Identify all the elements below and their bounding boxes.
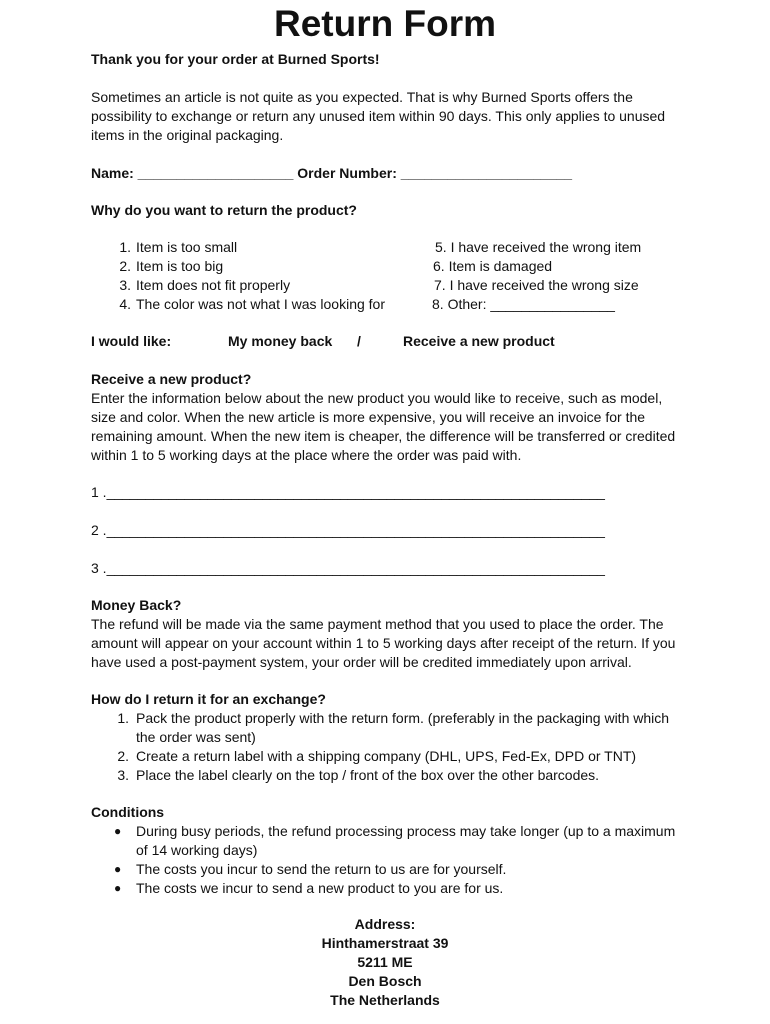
why-heading: Why do you want to return the product? [91,202,357,218]
address-postcode: 5211 ME [357,954,413,970]
condition-item: The costs we incur to send a new product to you are for us. [136,880,504,896]
reason-item: 5. I have received the wrong item [435,239,642,255]
exchange-step: Create a return label with a shipping company (DHL, UPS, Fed-Ex, DPD or TNT) [136,748,637,764]
name-order-line: Name: ____________________ Order Number: ______________________ [91,165,573,181]
bullet-icon: ● [114,862,122,876]
condition-item: The costs you incur to send the return to us are for yourself. [136,861,507,877]
fill-line: 1 .________________________________________________________________ [91,484,605,500]
new-product-heading: Receive a new product? [91,371,252,387]
option-new-product: Receive a new product [403,333,555,349]
would-like-label: I would like: [91,333,172,349]
step-number: 2. [117,748,129,764]
money-back-paragraph: The refund will be made via the same payment method that you used to place the order. The amount will appear on your account within 1 to 5 working days after receipt of the return. If you have used a post-payment system, your order will be credited immediately upon arrival. [91,616,676,670]
step-number: 1. [117,710,129,726]
reason-item: 6. Item is damaged [433,258,553,274]
return-form-page: Return Form Thank you for your order at Burned Sports! Sometimes an article is not quite as you expected. That is why Burned Sports offers the possibility to exchange or return any unused item within 90 days. This only applies to unused items in the original packaging. Name: ____________________ Order Number: ______________________ Why do you want to return the product? 1. Item is too small 2. Item is too big 3. Item does not fit properly 4. The color was not what I was looking for 5. I have received the wrong item 6. Item is damaged 7. I have received the wrong size 8. Other: ________________ I would like: My money back / Receive a new product Receive a new product? Enter the information below about the new product you would like to receive, such as model, size and color. When the new article is more expensive, you will receive an invoice for the remaining amount. When the new item is cheaper, the difference will be transferred or credited within 1 to 5 working days at the place where the order was paid with. 1 .________________________________________________________________ 2 .________________________________________________________________ 3 .________________________________________________________________ Money Back? The refund will be made via the same payment method that you used to place the order. The amount will appear on your account within 1 to 5 working days after receipt of the return. If you have used a post-payment system, your order will be credited immediately upon arrival. How do I return it for an exchange? 1. Pack the product properly with the return form. (preferably in the packaging with which the order was sent) 2. Create a return label with a shipping company (DHL, UPS, Fed-Ex, DPD or TNT) 3. Place the label clearly on the top / front of the box over the other barcodes. Conditions ● During busy periods, the refund processing process may take longer (up to a maximum of 14 working days) ● The costs you incur to send the return to us are for yourself. ● The costs we incur to send a new product to you are for us. Address: Hinthamerstraat 39 5211 ME Den Bosch The Netherlands [0,0,770,1024]
address-city: Den Bosch [348,973,422,989]
money-back-heading: Money Back? [91,597,182,613]
address-label: Address: [354,916,416,932]
new-product-paragraph: Enter the information below about the new product you would like to receive, such as model, size and color. When the new article is more expensive, you will receive an invoice for the remaining amount. When the new item is cheaper, the difference will be transferred or credited within 1 to 5 working days at the place where the order was paid with. [91,390,676,463]
bullet-icon: ● [114,824,122,838]
exchange-step: Pack the product properly with the return form. (preferably in the packaging with which the order was sent) [136,710,670,745]
exchange-step: Place the label clearly on the top / front of the box over the other barcodes. [136,767,600,783]
address-street: Hinthamerstraat 39 [321,935,449,951]
exchange-heading: How do I return it for an exchange? [91,691,326,707]
option-separator: / [357,333,361,349]
thanks-text: Thank you for your order at Burned Sports! [91,51,380,67]
fill-line: 3 .________________________________________________________________ [91,560,605,576]
fill-line: 2 .________________________________________________________________ [91,522,605,538]
reason-item: 8. Other: ________________ [432,296,615,312]
step-number: 3. [117,767,129,783]
intro-paragraph: Sometimes an article is not quite as you expected. That is why Burned Sports offers the possibility to exchange or return any unused item within 90 days. This only applies to unused items in the original packaging. [91,89,666,143]
address-country: The Netherlands [330,992,440,1008]
page-title: Return Form [274,3,496,44]
condition-item: During busy periods, the refund processing process may take longer (up to a maximum of 14 working days) [136,823,676,858]
option-money-back: My money back [228,333,333,349]
reason-item: 7. I have received the wrong size [434,277,639,293]
conditions-heading: Conditions [91,804,165,820]
bullet-icon: ● [114,881,122,895]
